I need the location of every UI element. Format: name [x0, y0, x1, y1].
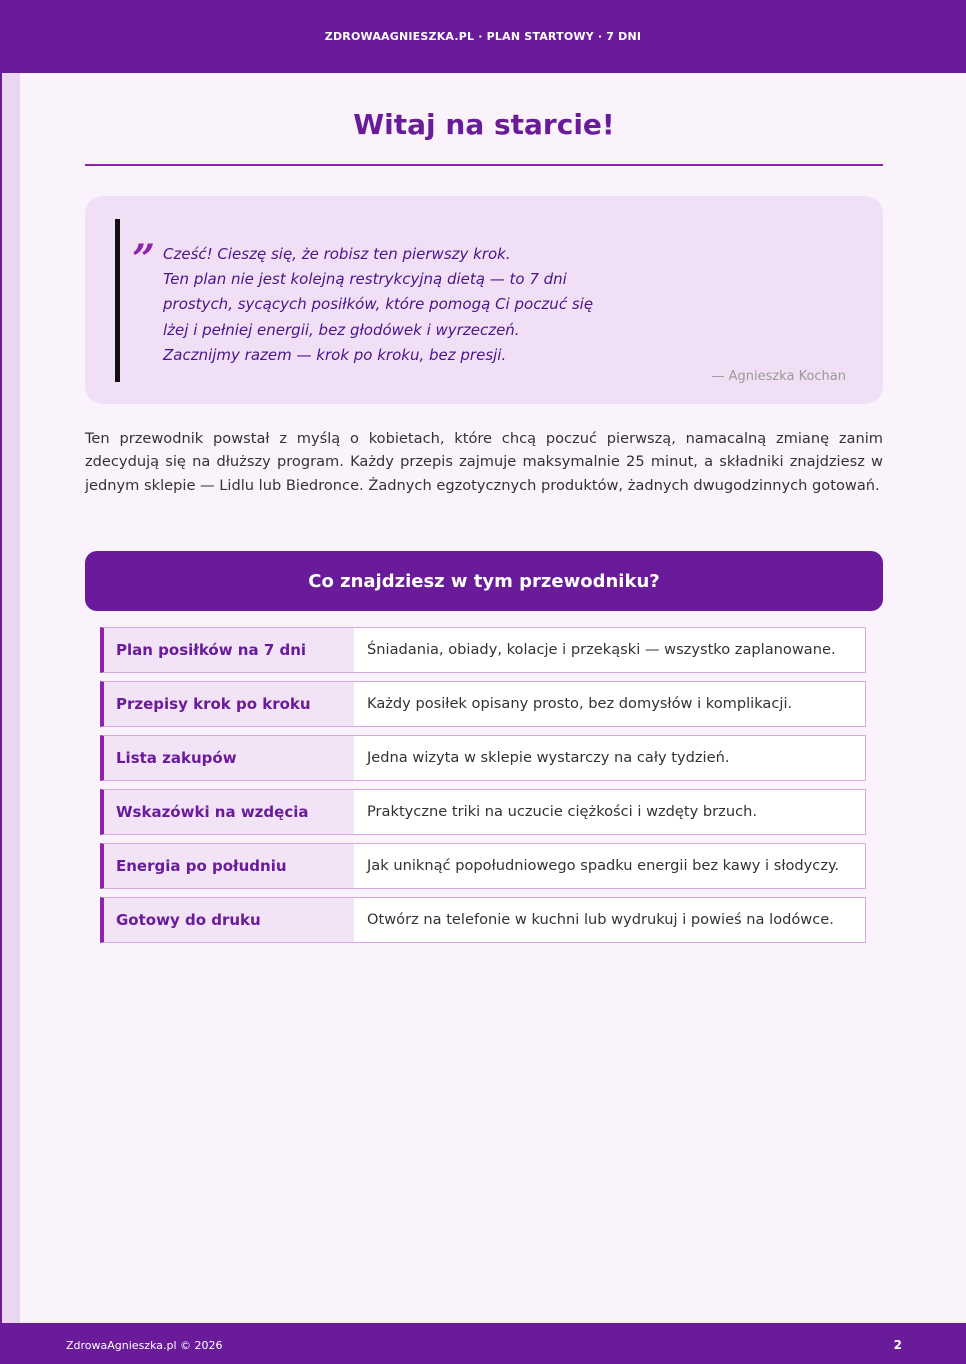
quote-line: Zacznijmy razem — krok po kroku, bez presji. — [163, 345, 507, 364]
footer-bar — [0, 1323, 966, 1364]
page-number: 2 — [893, 1338, 902, 1352]
section-title: Co znajdziesz w tym przewodniku? — [308, 570, 660, 592]
intro-paragraph: Ten przewodnik powstał z myślą o kobietach, które chcą poczuć pierwszą, namacalną zmianę zanim zdecydują się na dłuższy program. Każdy przepis zajmuje maksymalnie 25 minut, a składniki znajdziesz w jednym sklepie — Lidlu lub Biedronce. Żadnych egzotycznych produktów, żadnych dwugodzinnych gotowań. — [85, 430, 883, 494]
feature-row — [100, 627, 866, 673]
feature-description: Jak uniknąć popołudniowego spadku energii bez kawy i słodyczy. — [367, 857, 840, 874]
feature-row — [100, 843, 866, 889]
feature-description: Każdy posiłek opisany prosto, bez domysłów i komplikacji. — [367, 695, 793, 712]
feature-label: Lista zakupów — [104, 736, 354, 780]
feature-row — [100, 789, 866, 835]
quote-line: Ten plan nie jest kolejną restrykcyjną dietą — to 7 dni — [163, 270, 567, 289]
feature-row — [100, 735, 866, 781]
left-decorative-stripe — [0, 73, 20, 1323]
feature-label: Gotowy do druku — [104, 898, 354, 942]
feature-description: Jedna wizyta w sklepie wystarczy na cały tydzień. — [367, 749, 730, 766]
header-text: ZDROWAAGNIESZKA.PL · PLAN STARTOWY · 7 DNI — [324, 30, 642, 43]
feature-label: Wskazówki na wzdęcia — [104, 790, 354, 834]
feature-label: Energia po południu — [104, 844, 354, 888]
title-divider — [85, 164, 883, 166]
section-header — [85, 551, 883, 611]
feature-description: Śniadania, obiady, kolacje i przekąski — wszystko zaplanowane. — [367, 641, 836, 658]
footer-copyright: ZdrowaAgnieszka.pl © 2026 — [66, 1339, 223, 1352]
welcome-quote-box — [85, 196, 883, 404]
quote-line: prostych, sycących posiłków, które pomogą Ci poczuć się — [163, 295, 594, 314]
feature-label: Przepisy krok po kroku — [104, 682, 354, 726]
quote-text — [163, 242, 593, 368]
feature-row — [100, 897, 866, 943]
feature-description: Praktyczne triki na uczucie ciężkości i wzdęty brzuch. — [367, 803, 757, 820]
quote-line: lżej i pełniej energii, bez głodówek i wyrzeczeń. — [163, 320, 520, 339]
feature-label: Plan posiłków na 7 dni — [104, 628, 354, 672]
quote-author: — Agnieszka Kochan — [711, 369, 846, 384]
page-title: Witaj na starcie! — [353, 108, 615, 141]
features-list — [100, 627, 866, 951]
feature-row — [100, 681, 866, 727]
feature-description: Otwórz na telefonie w kuchni lub wydrukuj i powieś na lodówce. — [367, 911, 834, 928]
quote-mark-icon: ” — [132, 236, 156, 283]
quote-line: Cześć! Cieszę się, że robisz ten pierwszy krok. — [163, 245, 511, 263]
header-bar — [0, 0, 966, 73]
quote-bar — [115, 219, 120, 382]
